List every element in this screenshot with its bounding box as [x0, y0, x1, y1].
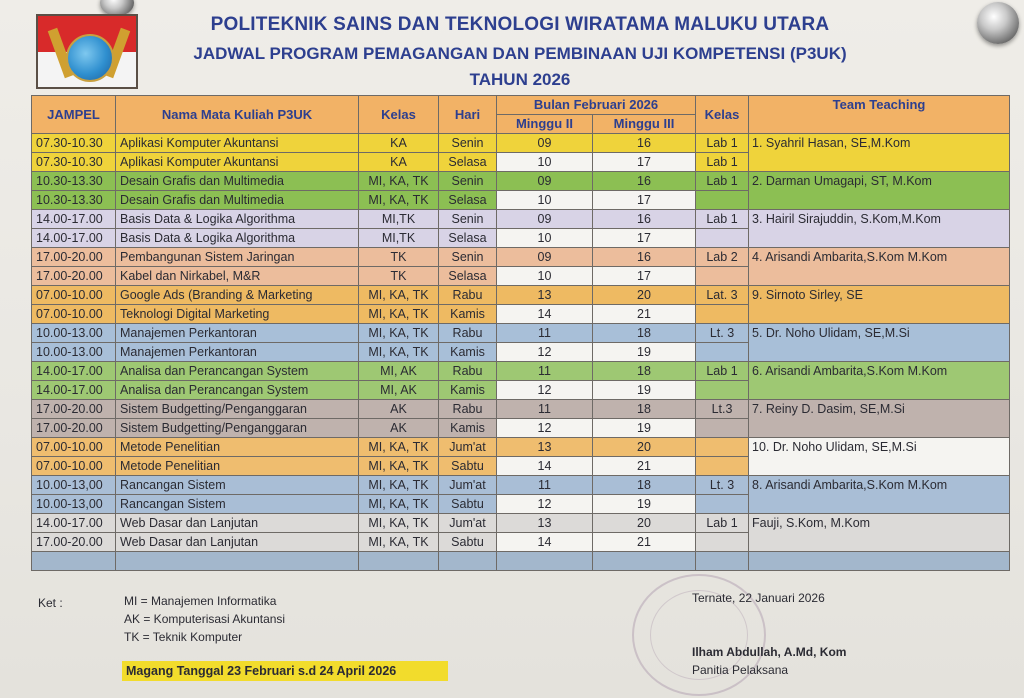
cell-minggu-3: 18 — [593, 400, 696, 419]
cell-kelas: MI, KA, TK — [359, 438, 439, 457]
cell-ruang — [696, 419, 749, 438]
cell-hari: Sabtu — [439, 533, 497, 552]
cell-ruang — [696, 495, 749, 514]
cell-kelas: KA — [359, 153, 439, 172]
cell-team-teaching: 5. Dr. Noho Ulidam, SE,M.Si — [749, 324, 1010, 362]
table-row — [32, 134, 1010, 153]
ket-item: MI = Manajemen Informatika — [124, 594, 277, 608]
cell-jampel: 10.00-13,00 — [32, 495, 116, 514]
cell-ruang — [696, 438, 749, 457]
cell-empty — [696, 552, 749, 571]
cell-minggu-3: 16 — [593, 210, 696, 229]
cell-jampel: 17.00-20.00 — [32, 400, 116, 419]
cell-minggu-2: 12 — [497, 419, 593, 438]
cell-minggu-3: 17 — [593, 153, 696, 172]
cell-minggu-3: 16 — [593, 172, 696, 191]
cell-hari: Rabu — [439, 362, 497, 381]
table-row — [32, 400, 1010, 419]
cell-mata-kuliah: Metode Penelitian — [116, 457, 359, 476]
cell-minggu-2: 10 — [497, 229, 593, 248]
cell-hari: Kamis — [439, 343, 497, 362]
cell-minggu-3: 17 — [593, 191, 696, 210]
cell-kelas: MI,TK — [359, 210, 439, 229]
cell-mata-kuliah: Web Dasar dan Lanjutan — [116, 514, 359, 533]
schedule-year: TAHUN 2026 — [469, 70, 571, 89]
table-end-row — [32, 552, 1010, 571]
cell-mata-kuliah: Aplikasi Komputer Akuntansi — [116, 134, 359, 153]
cell-mata-kuliah: Metode Penelitian — [116, 438, 359, 457]
cell-mata-kuliah: Rancangan Sistem — [116, 495, 359, 514]
ket-item: AK = Komputerisasi Akuntansi — [124, 612, 286, 626]
cell-team-teaching: 4. Arisandi Ambarita,S.Kom M.Kom — [749, 248, 1010, 286]
cell-hari: Rabu — [439, 324, 497, 343]
cell-jampel: 07.30-10.30 — [32, 153, 116, 172]
cell-minggu-2: 11 — [497, 400, 593, 419]
table-row — [32, 210, 1010, 229]
cell-empty — [593, 552, 696, 571]
cell-mata-kuliah: Desain Grafis dan Multimedia — [116, 172, 359, 191]
cell-team-teaching: 10. Dr. Noho Ulidam, SE,M.Si — [749, 438, 1010, 476]
cell-mata-kuliah: Teknologi Digital Marketing — [116, 305, 359, 324]
cell-jampel: 10.00-13.00 — [32, 324, 116, 343]
cell-minggu-3: 18 — [593, 476, 696, 495]
cell-jampel: 07.30-10.30 — [32, 134, 116, 153]
cell-ruang: Lab 1 — [696, 172, 749, 191]
cell-hari: Sabtu — [439, 495, 497, 514]
cell-kelas: MI, KA, TK — [359, 476, 439, 495]
cell-kelas: MI, AK — [359, 362, 439, 381]
cell-jampel: 14.00-17.00 — [32, 362, 116, 381]
cell-kelas: MI, KA, TK — [359, 286, 439, 305]
header-bulan: Bulan Februari 2026 — [497, 96, 696, 115]
cell-ruang — [696, 457, 749, 476]
cell-kelas: AK — [359, 400, 439, 419]
cell-hari: Jum'at — [439, 476, 497, 495]
cell-team-teaching: 8. Arisandi Ambarita,S.Kom M.Kom — [749, 476, 1010, 514]
header-kelas: Kelas — [359, 96, 439, 134]
cell-ruang — [696, 229, 749, 248]
institution-title: POLITEKNIK SAINS DAN TEKNOLOGI WIRATAMA MALUKU UTARA — [210, 14, 830, 35]
cell-mata-kuliah: Rancangan Sistem — [116, 476, 359, 495]
signature-role: Panitia Pelaksana — [692, 663, 789, 677]
cell-jampel: 07.00-10.00 — [32, 457, 116, 476]
cell-minggu-2: 11 — [497, 362, 593, 381]
cell-ruang: Lab 1 — [696, 514, 749, 533]
header-hari: Hari — [439, 96, 497, 134]
cell-kelas: MI, KA, TK — [359, 495, 439, 514]
cell-minggu-2: 11 — [497, 476, 593, 495]
internship-period-note: Magang Tanggal 23 Februari s.d 24 April 2026 — [122, 661, 448, 681]
cell-hari: Senin — [439, 248, 497, 267]
cell-jampel: 17.00-20.00 — [32, 419, 116, 438]
table-row — [32, 476, 1010, 495]
signature-place-date: Ternate, 22 Januari 2026 — [692, 591, 825, 605]
cell-jampel: 17.00-20.00 — [32, 533, 116, 552]
header-minggu-2: Minggu II — [497, 115, 593, 134]
cell-mata-kuliah: Manajemen Perkantoran — [116, 324, 359, 343]
cell-hari: Rabu — [439, 400, 497, 419]
cell-mata-kuliah: Desain Grafis dan Multimedia — [116, 191, 359, 210]
cell-minggu-3: 20 — [593, 438, 696, 457]
cell-minggu-2: 14 — [497, 533, 593, 552]
cell-hari: Sabtu — [439, 457, 497, 476]
cell-jampel: 17.00-20.00 — [32, 248, 116, 267]
cell-minggu-2: 14 — [497, 305, 593, 324]
cell-ruang — [696, 191, 749, 210]
cell-hari: Senin — [439, 210, 497, 229]
cell-empty — [359, 552, 439, 571]
cell-minggu-3: 20 — [593, 286, 696, 305]
cell-minggu-2: 09 — [497, 248, 593, 267]
cell-jampel: 14.00-17.00 — [32, 229, 116, 248]
cell-team-teaching: 6. Arisandi Ambarita,S.Kom M.Kom — [749, 362, 1010, 400]
cell-hari: Selasa — [439, 229, 497, 248]
cell-ruang: Lab 1 — [696, 210, 749, 229]
cell-kelas: MI, KA, TK — [359, 191, 439, 210]
cell-kelas: MI, KA, TK — [359, 324, 439, 343]
cell-ruang: Lab 1 — [696, 362, 749, 381]
header-minggu-3: Minggu III — [593, 115, 696, 134]
cell-ruang — [696, 267, 749, 286]
cell-minggu-2: 13 — [497, 514, 593, 533]
cell-hari: Senin — [439, 172, 497, 191]
cell-ruang: Lat. 3 — [696, 286, 749, 305]
cell-hari: Senin — [439, 134, 497, 153]
cell-empty — [439, 552, 497, 571]
cell-kelas: TK — [359, 248, 439, 267]
cell-mata-kuliah: Basis Data & Logika Algorithma — [116, 210, 359, 229]
cell-kelas: TK — [359, 267, 439, 286]
cell-mata-kuliah: Basis Data & Logika Algorithma — [116, 229, 359, 248]
cell-hari: Selasa — [439, 267, 497, 286]
cell-minggu-3: 17 — [593, 267, 696, 286]
cell-empty — [116, 552, 359, 571]
cell-kelas: AK — [359, 419, 439, 438]
cell-minggu-3: 21 — [593, 533, 696, 552]
table-row — [32, 514, 1010, 533]
cell-minggu-3: 17 — [593, 229, 696, 248]
cell-kelas: MI,TK — [359, 229, 439, 248]
cell-hari: Kamis — [439, 305, 497, 324]
cell-team-teaching: 7. Reiny D. Dasim, SE,M.Si — [749, 400, 1010, 438]
cell-minggu-3: 19 — [593, 343, 696, 362]
cell-team-teaching: 2. Darman Umagapi, ST, M.Kom — [749, 172, 1010, 210]
cell-minggu-2: 13 — [497, 286, 593, 305]
cell-minggu-3: 19 — [593, 381, 696, 400]
cell-minggu-2: 09 — [497, 134, 593, 153]
cell-minggu-3: 21 — [593, 305, 696, 324]
cell-jampel: 10.00-13,00 — [32, 476, 116, 495]
cell-jampel: 10.30-13.30 — [32, 172, 116, 191]
cell-team-teaching: Fauji, S.Kom, M.Kom — [749, 514, 1010, 552]
header-mata-kuliah: Nama Mata Kuliah P3UK — [116, 96, 359, 134]
cell-jampel: 07.00-10.00 — [32, 438, 116, 457]
cell-ruang: Lab 1 — [696, 153, 749, 172]
cell-hari: Rabu — [439, 286, 497, 305]
schedule-table — [31, 95, 1010, 571]
cell-minggu-2: 12 — [497, 381, 593, 400]
table-row — [32, 324, 1010, 343]
cell-mata-kuliah: Sistem Budgetting/Penganggaran — [116, 419, 359, 438]
cell-minggu-3: 19 — [593, 495, 696, 514]
cell-mata-kuliah: Analisa dan Perancangan System — [116, 362, 359, 381]
cell-mata-kuliah: Google Ads (Branding & Marketing — [116, 286, 359, 305]
cell-mata-kuliah: Kabel dan Nirkabel, M&R — [116, 267, 359, 286]
cell-ruang: Lab 1 — [696, 134, 749, 153]
cell-empty — [497, 552, 593, 571]
cell-minggu-3: 16 — [593, 134, 696, 153]
cell-jampel: 10.00-13.00 — [32, 343, 116, 362]
cell-jampel: 17.00-20.00 — [32, 267, 116, 286]
cell-hari: Jum'at — [439, 438, 497, 457]
cell-minggu-2: 11 — [497, 324, 593, 343]
table-row — [32, 286, 1010, 305]
cell-minggu-3: 19 — [593, 419, 696, 438]
cell-kelas: MI, KA, TK — [359, 533, 439, 552]
cell-empty — [749, 552, 1010, 571]
cell-hari: Selasa — [439, 191, 497, 210]
table-row — [32, 438, 1010, 457]
cell-jampel: 07.00-10.00 — [32, 286, 116, 305]
pushpin-top-right — [977, 2, 1019, 44]
cell-ruang — [696, 381, 749, 400]
cell-minggu-2: 09 — [497, 172, 593, 191]
cell-minggu-3: 21 — [593, 457, 696, 476]
cell-hari: Jum'at — [439, 514, 497, 533]
cell-empty — [32, 552, 116, 571]
cell-ruang: Lt. 3 — [696, 476, 749, 495]
cell-ruang: Lt.3 — [696, 400, 749, 419]
cell-minggu-2: 10 — [497, 267, 593, 286]
ket-label: Ket : — [38, 596, 63, 610]
cell-ruang — [696, 533, 749, 552]
cell-ruang — [696, 305, 749, 324]
cell-minggu-2: 12 — [497, 343, 593, 362]
table-row — [32, 172, 1010, 191]
cell-kelas: KA — [359, 134, 439, 153]
cell-ruang: Lab 2 — [696, 248, 749, 267]
cell-jampel: 14.00-17.00 — [32, 210, 116, 229]
cell-kelas: MI, KA, TK — [359, 172, 439, 191]
table-row — [32, 248, 1010, 267]
cell-ruang: Lt. 3 — [696, 324, 749, 343]
cell-team-teaching: 9. Sirnoto Sirley, SE — [749, 286, 1010, 324]
cell-jampel: 10.30-13.30 — [32, 191, 116, 210]
cell-mata-kuliah: Analisa dan Perancangan System — [116, 381, 359, 400]
schedule-title: JADWAL PROGRAM PEMAGANGAN DAN PEMBINAAN UJI KOMPETENSI (P3UK) — [193, 44, 847, 63]
cell-minggu-2: 09 — [497, 210, 593, 229]
cell-minggu-2: 13 — [497, 438, 593, 457]
cell-minggu-3: 16 — [593, 248, 696, 267]
cell-jampel: 14.00-17.00 — [32, 381, 116, 400]
cell-kelas: MI, KA, TK — [359, 305, 439, 324]
header-team-teaching: Team Teaching — [749, 96, 1010, 134]
header-jampel: JAMPEL — [32, 96, 116, 134]
cell-minggu-2: 12 — [497, 495, 593, 514]
cell-kelas: MI, KA, TK — [359, 457, 439, 476]
cell-hari: Kamis — [439, 419, 497, 438]
cell-mata-kuliah: Pembangunan Sistem Jaringan — [116, 248, 359, 267]
cell-ruang — [696, 343, 749, 362]
header-ruang: Kelas — [696, 96, 749, 134]
cell-jampel: 07.00-10.00 — [32, 305, 116, 324]
cell-kelas: MI, KA, TK — [359, 343, 439, 362]
cell-mata-kuliah: Aplikasi Komputer Akuntansi — [116, 153, 359, 172]
cell-minggu-3: 20 — [593, 514, 696, 533]
cell-kelas: MI, AK — [359, 381, 439, 400]
cell-minggu-2: 10 — [497, 153, 593, 172]
cell-kelas: MI, KA, TK — [359, 514, 439, 533]
signature-name: Ilham Abdullah, A.Md, Kom — [692, 645, 847, 659]
cell-team-teaching: 3. Hairil Sirajuddin, S.Kom,M.Kom — [749, 210, 1010, 248]
ket-item: TK = Teknik Komputer — [124, 630, 243, 644]
cell-mata-kuliah: Manajemen Perkantoran — [116, 343, 359, 362]
cell-mata-kuliah: Sistem Budgetting/Penganggaran — [116, 400, 359, 419]
cell-team-teaching: 1. Syahril Hasan, SE,M.Kom — [749, 134, 1010, 172]
cell-minggu-2: 10 — [497, 191, 593, 210]
cell-jampel: 14.00-17.00 — [32, 514, 116, 533]
cell-hari: Kamis — [439, 381, 497, 400]
cell-minggu-2: 14 — [497, 457, 593, 476]
table-row — [32, 362, 1010, 381]
cell-hari: Selasa — [439, 153, 497, 172]
cell-mata-kuliah: Web Dasar dan Lanjutan — [116, 533, 359, 552]
schedule-body — [32, 134, 1010, 571]
institution-logo — [36, 14, 138, 89]
cell-minggu-3: 18 — [593, 362, 696, 381]
cell-minggu-3: 18 — [593, 324, 696, 343]
